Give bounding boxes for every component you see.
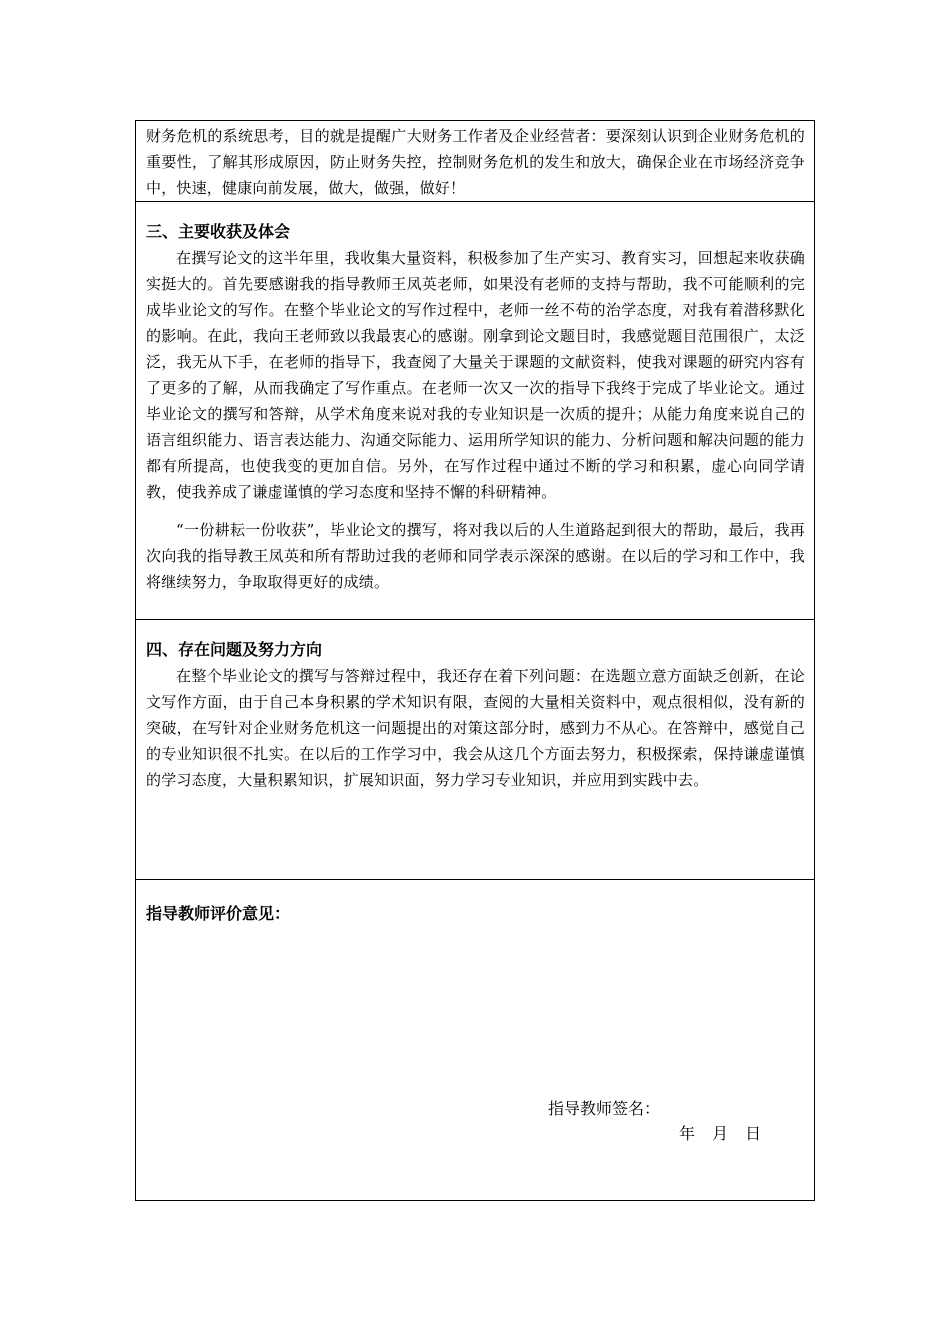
gains-cell: [136, 201, 814, 619]
teacher-signature-label: 指导教师签名：: [548, 1099, 661, 1118]
report-form-table: [135, 120, 815, 1201]
problems-heading: 四、存在问题及努力方向: [146, 640, 323, 659]
continuation-paragraph: 财务危机的系统思考，目的就是提醒广大财务工作者及企业经营者：要深刻认识到企业财务危机的重要性，了解其形成原因，防止财务失控，控制财务危机的发生和放大，确保企业在市场经济竞争中，快速，健康向前发展，做大，做强，做好！: [146, 127, 805, 197]
signature-date-line: 年 月 日: [679, 1124, 762, 1143]
gains-paragraph-1: 在撰写论文的这半年里，我收集大量资料，积极参加了生产实习、教育实习，回想起来收获确实挺大的。首先要感谢我的指导教师王凤英老师，如果没有老师的支持与帮助，我不可能顺利的完成毕业论文的写作。在整个毕业论文的写作过程中，老师一丝不苟的治学态度，对我有着潜移默化的影响。在此，我向王老师致以我最衷心的感谢。刚拿到论文题目时，我感觉题目范围很广，太泛泛，我无从下手，在老师的指导下，我查阅了大量关于课题的文献资料，使我对课题的研究内容有了更多的了解，从而我确定了写作重点。在老师一次又一次的指导下我终于完成了毕业论文。通过毕业论文的撰写和答辩，从学术角度来说对我的专业知识是一次质的提升；从能力角度来说自己的语言组织能力、语言表达能力、沟通交际能力、运用所学知识的能力、分析问题和解决问题的能力都有所提高，也使我变的更加自信。另外，在写作过程中通过不断的学习和积累，虚心向同学请教，使我养成了谦虚谨慎的学习态度和坚持不懈的科研精神。: [146, 249, 805, 501]
evaluation-heading: 指导教师评价意见：: [146, 904, 291, 923]
evaluation-cell: [136, 879, 814, 1200]
problems-paragraph: 在整个毕业论文的撰写与答辩过程中，我还存在着下列问题：在选题立意方面缺乏创新，在论文写作方面，由于自己本身积累的学术知识有限，查阅的大量相关资料中，观点很相似，没有新的突破，在写针对企业财务危机这一问题提出的对策这部分时，感到力不从心。在答辩中，感觉自己的专业知识很不扎实。在以后的工作学习中，我会从这几个方面去努力，积极探索，保持谦虚谨慎的学习态度，大量积累知识，扩展知识面，努力学习专业知识，并应用到实践中去。: [146, 667, 805, 789]
continuation-cell: [136, 121, 814, 201]
gains-paragraph-2: “一份耕耘一份收获”，毕业论文的撰写，将对我以后的人生道路起到很大的帮助，最后，我再次向我的指导教王凤英和所有帮助过我的老师和同学表示深深的感谢。在以后的学习和工作中，我将继续努力，争取取得更好的成绩。: [146, 521, 805, 591]
gains-heading: 三、主要收获及体会: [146, 222, 291, 241]
problems-cell: [136, 619, 814, 879]
